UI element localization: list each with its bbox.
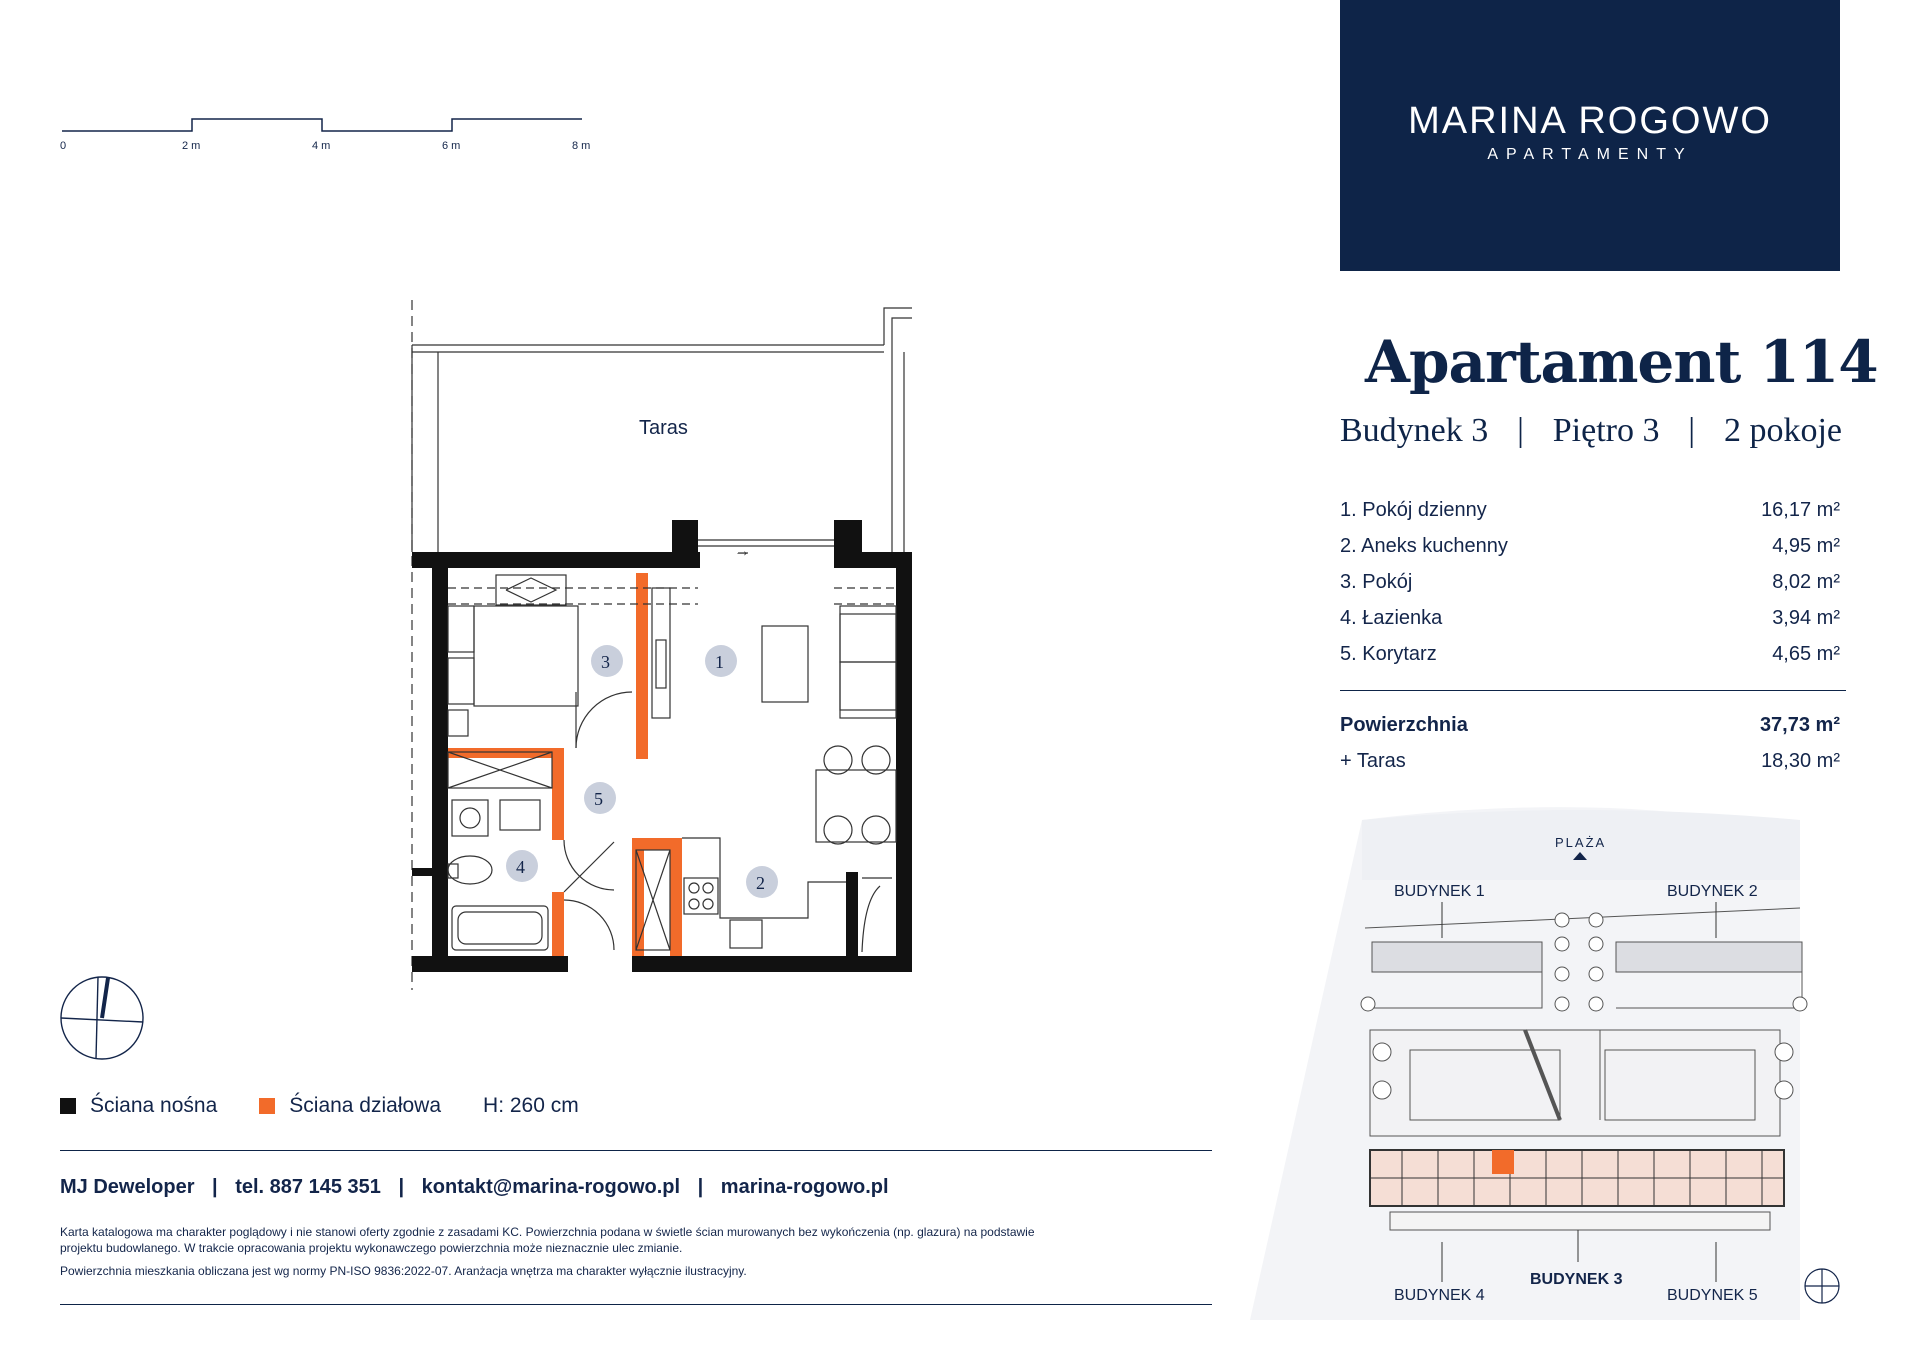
room-row (1340, 531, 1840, 567)
apartment-subtitle (1340, 412, 1842, 450)
apartment-title: Apartament 114 (1365, 328, 1878, 396)
load-bearing-label: Ściana nośna (90, 1094, 218, 1117)
divider (60, 1304, 1212, 1305)
scale-label-2: 2 m (182, 140, 201, 152)
terrace-area-row (1340, 746, 1840, 782)
scale-bar (62, 119, 582, 131)
disclaimer-line-3: Powierzchnia mieszkania obliczana jest wg normy PN-ISO 9836:2022-07. Aranżacja wnętrza ma charakter wyłącznie ilustracyjny. (60, 1264, 747, 1278)
room-row (1340, 603, 1840, 639)
website-link[interactable]: marina-rogowo.pl (720, 1176, 889, 1198)
floor-label: Piętro 3 (1552, 412, 1660, 449)
disclaimer-line-2: projektu budowlanego. W trakcie opracowania projektu wykonawczego powierzchnia może nieznacznie ulec zmianie. (60, 1241, 683, 1255)
room-name: 2. Aneks kuchenny (1340, 535, 1508, 557)
room-area: 8,02 m² (1772, 571, 1840, 593)
room-number-2: 2 (756, 873, 765, 893)
separator: | (1517, 412, 1524, 449)
rooms-table (1340, 495, 1840, 675)
room-name: 4. Łazienka (1340, 607, 1443, 629)
separator: | (697, 1176, 704, 1198)
scale-label-4: 4 m (312, 140, 331, 152)
room-name: 1. Pokój dzienny (1340, 499, 1487, 521)
separator: | (398, 1176, 405, 1198)
scale-label-6: 6 m (442, 140, 461, 152)
total-area-label: Powierzchnia (1340, 714, 1468, 736)
total-area-row (1340, 710, 1840, 746)
brand-subtitle: APARTAMENTY (1487, 146, 1693, 163)
site-b4-label: BUDYNEK 4 (1394, 1287, 1485, 1304)
room-name: 3. Pokój (1340, 571, 1413, 593)
terrace-label: Taras (639, 417, 688, 439)
scale-label-0: 0 (60, 140, 67, 152)
site-b1-label: BUDYNEK 1 (1394, 883, 1485, 900)
partition-label: Ściana działowa (289, 1094, 442, 1117)
load-bearing-swatch (60, 1098, 76, 1114)
totals-table (1340, 710, 1840, 782)
terrace (412, 300, 912, 990)
room-name: 5. Korytarz (1340, 643, 1437, 665)
email-link[interactable]: kontakt@marina-rogowo.pl (421, 1176, 681, 1198)
divider (1340, 690, 1846, 691)
room-number-4: 4 (516, 857, 525, 877)
room-number-1: 1 (715, 652, 724, 672)
room-area: 16,17 m² (1761, 499, 1840, 521)
legend (60, 1094, 579, 1118)
separator: | (212, 1176, 218, 1198)
terrace-area-label: + Taras (1340, 750, 1406, 772)
room-number-5: 5 (594, 789, 603, 809)
room-area: 3,94 m² (1772, 607, 1840, 629)
room-row (1340, 567, 1840, 603)
total-area-value: 37,73 m² (1759, 714, 1840, 736)
site-b5-label: BUDYNEK 5 (1667, 1287, 1758, 1304)
room-row (1340, 495, 1840, 531)
site-b2-label: BUDYNEK 2 (1667, 883, 1758, 900)
room-area: 4,65 m² (1772, 643, 1840, 665)
compass-icon (61, 977, 143, 1059)
scale-label-8: 8 m (572, 140, 591, 152)
svg-text:→: → (734, 543, 750, 560)
height-label: H: 260 cm (483, 1094, 579, 1117)
company-name: MJ Deweloper (60, 1176, 195, 1198)
contact-bar (60, 1176, 901, 1199)
brand-logo (1340, 0, 1840, 271)
site-beach-label: PLAŻA (1555, 835, 1607, 850)
site-b3-label: BUDYNEK 3 (1530, 1271, 1623, 1288)
room-number-3: 3 (601, 652, 610, 672)
separator: | (1688, 412, 1696, 449)
room-area: 4,95 m² (1772, 535, 1840, 557)
divider (60, 1150, 1212, 1151)
terrace-area-value: 18,30 m² (1761, 750, 1840, 772)
building-label: Budynek 3 (1340, 412, 1489, 449)
disclaimer-line-1: Karta katalogowa ma charakter poglądowy i nie stanowi oferty zgodnie z zasadami KC. Powierzchnia podana w świetle ścian murowanych bez wykończenia (np. glazura) na podstawie (60, 1225, 1035, 1239)
brand-title: MARINA ROGOWO (1408, 100, 1772, 142)
phone-link[interactable]: tel. 887 145 351 (235, 1176, 381, 1198)
rooms-count-label: 2 pokoje (1723, 412, 1842, 449)
room-row (1340, 639, 1840, 675)
partition-swatch (259, 1098, 275, 1114)
